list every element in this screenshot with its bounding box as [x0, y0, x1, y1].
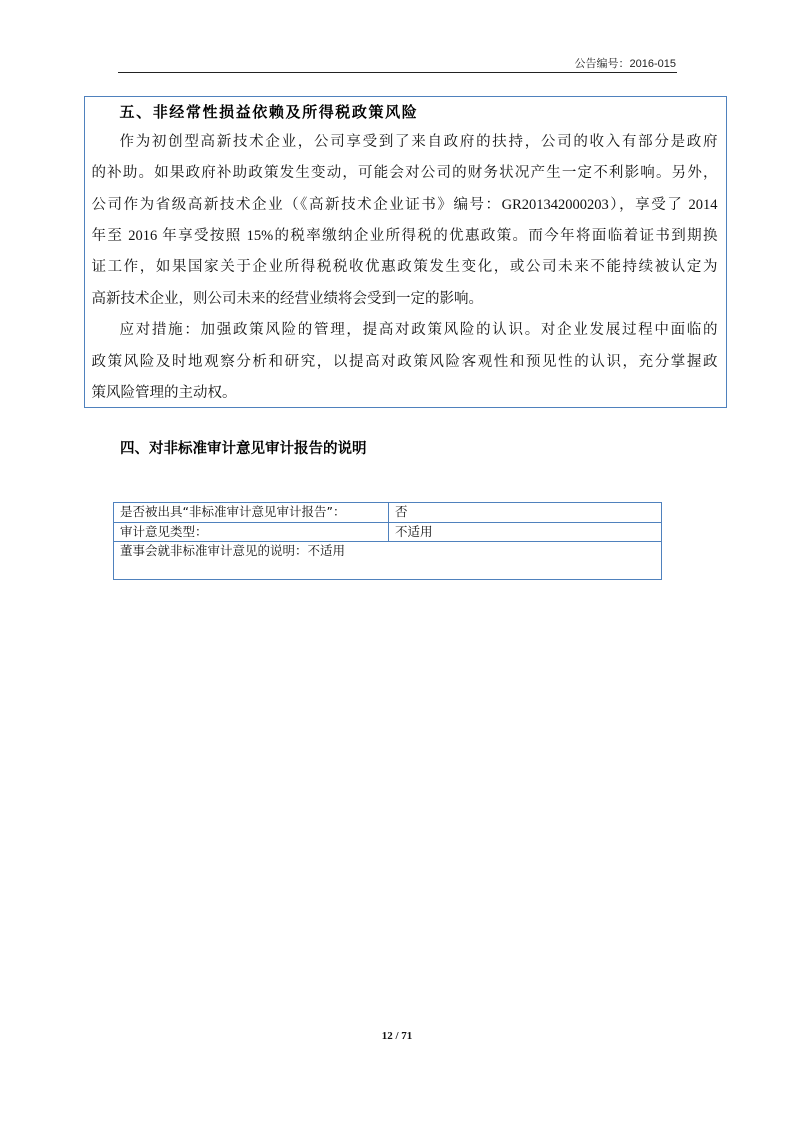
table-label-cell: 是否被出具“非标准审计意见审计报告”：	[114, 503, 389, 523]
text-line: 证工作，如果国家关于企业所得税税收优惠政策发生变化，或公司未来不能持续被认定为	[91, 259, 718, 276]
table-value-cell: 否	[389, 503, 662, 523]
countermeasure-paragraph	[92, 315, 718, 409]
table-value-cell: 不适用	[389, 523, 662, 542]
table-row	[114, 542, 662, 580]
text-line: 公司作为省级高新技术企业（《高新技术企业证书》编号：GR201342000203），享受了 2014	[91, 196, 718, 213]
text-line: 高新技术企业，则公司未来的经营业绩将会受到一定的影响。	[91, 290, 483, 307]
page-number: 12 / 71	[381, 1030, 413, 1042]
text-line: 策风险管理的主动权。	[91, 384, 237, 401]
risk-paragraph	[92, 127, 718, 315]
text-line: 应对措施：加强政策风险的管理，提高对政策风险的认识。对企业发展过程中面临的	[119, 322, 718, 339]
table-label-cell: 审计意见类型：	[114, 523, 389, 542]
risk-section-heading: 五、非经常性损益依赖及所得税政策风险	[119, 102, 419, 121]
table-row	[114, 523, 662, 542]
header-divider	[118, 72, 677, 73]
text-line: 作为初创型高新技术企业，公司享受到了来自政府的扶持，公司的收入有部分是政府	[119, 133, 718, 150]
risk-section-box	[84, 96, 727, 408]
text-line: 的补助。如果政府补助政策发生变动，可能会对公司的财务状况产生一定不利影响。另外，	[91, 165, 718, 182]
table-row	[114, 503, 662, 523]
board-statement-cell: 董事会就非标准审计意见的说明：不适用	[114, 542, 662, 580]
risk-section-body	[92, 127, 718, 410]
announcement-number: 公告编号：2016-015	[574, 58, 676, 70]
text-line: 政策风险及时地观察分析和研究，以提高对政策风险客观性和预见性的认识，充分掌握政	[91, 353, 718, 370]
audit-opinion-table	[113, 502, 662, 580]
text-line: 年至 2016 年享受按照 15%的税率缴纳企业所得税的优惠政策。而今年将面临着证书到期换	[91, 227, 718, 244]
audit-section-heading: 四、对非标准审计意见审计报告的说明	[120, 441, 367, 457]
